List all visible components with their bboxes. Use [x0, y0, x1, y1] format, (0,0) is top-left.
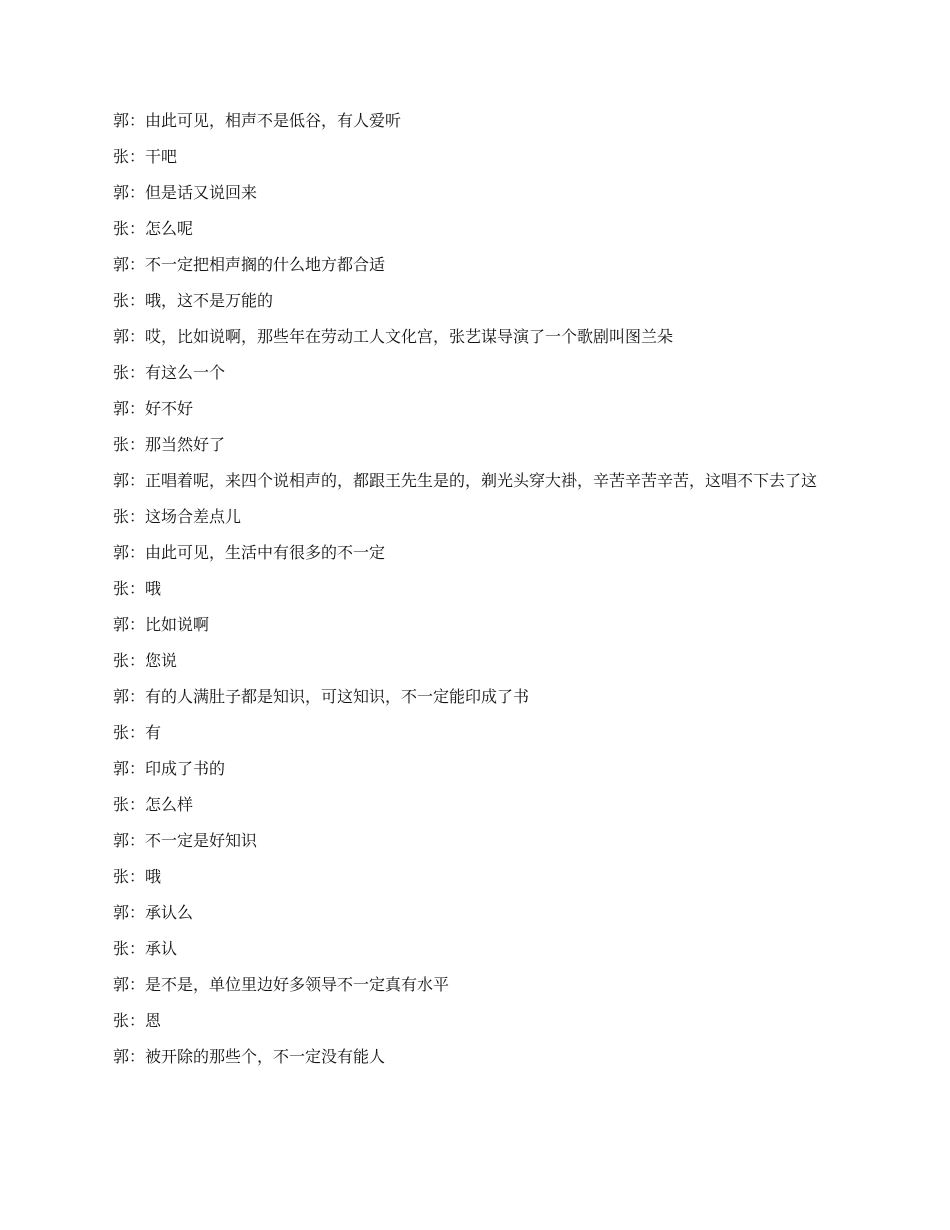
dialogue-line: 张：怎么样: [113, 795, 194, 814]
dialogue-line: 郭：是不是，单位里边好多领导不一定真有水平: [113, 975, 450, 994]
dialogue-line: 郭：印成了书的: [113, 759, 226, 778]
dialogue-line: 张：恩: [113, 1011, 162, 1030]
dialogue-line: 张：您说: [113, 651, 178, 670]
dialogue-line: 张：那当然好了: [113, 435, 226, 454]
dialogue-line: 张：哦: [113, 867, 162, 886]
dialogue-line: 郭：哎，比如说啊，那些年在劳动工人文化宫，张艺谋导演了一个歌剧叫图兰朵: [113, 327, 674, 346]
dialogue-transcript: [113, 110, 843, 1082]
dialogue-line: 郭：承认么: [113, 903, 194, 922]
dialogue-line: 郭：比如说啊: [113, 615, 210, 634]
dialogue-line: 张：这场合差点儿: [113, 507, 242, 526]
dialogue-line: 郭：由此可见，相声不是低谷，有人爱听: [113, 111, 402, 130]
dialogue-line: 郭：不一定是好知识: [113, 831, 258, 850]
dialogue-line: 郭：由此可见，生活中有很多的不一定: [113, 543, 386, 562]
dialogue-line: 郭：好不好: [113, 399, 194, 418]
dialogue-line: 张：怎么呢: [113, 219, 194, 238]
dialogue-line: 张：干吧: [113, 147, 178, 166]
dialogue-line: 郭：正唱着呢，来四个说相声的，都跟王先生是的，剃光头穿大褂，辛苦辛苦辛苦，这唱不下去了这: [113, 471, 818, 490]
dialogue-line: 张：哦: [113, 579, 162, 598]
dialogue-line: 张：哦，这不是万能的: [113, 291, 274, 310]
dialogue-line: 郭：被开除的那些个，不一定没有能人: [113, 1047, 386, 1066]
dialogue-line: 张：有: [113, 723, 162, 742]
dialogue-line: 郭：不一定把相声搁的什么地方都合适: [113, 255, 386, 274]
dialogue-line: 郭：有的人满肚子都是知识，可这知识，不一定能印成了书: [113, 687, 530, 706]
dialogue-line: 张：有这么一个: [113, 363, 226, 382]
dialogue-line: 郭：但是话又说回来: [113, 183, 258, 202]
dialogue-line: 张：承认: [113, 939, 178, 958]
